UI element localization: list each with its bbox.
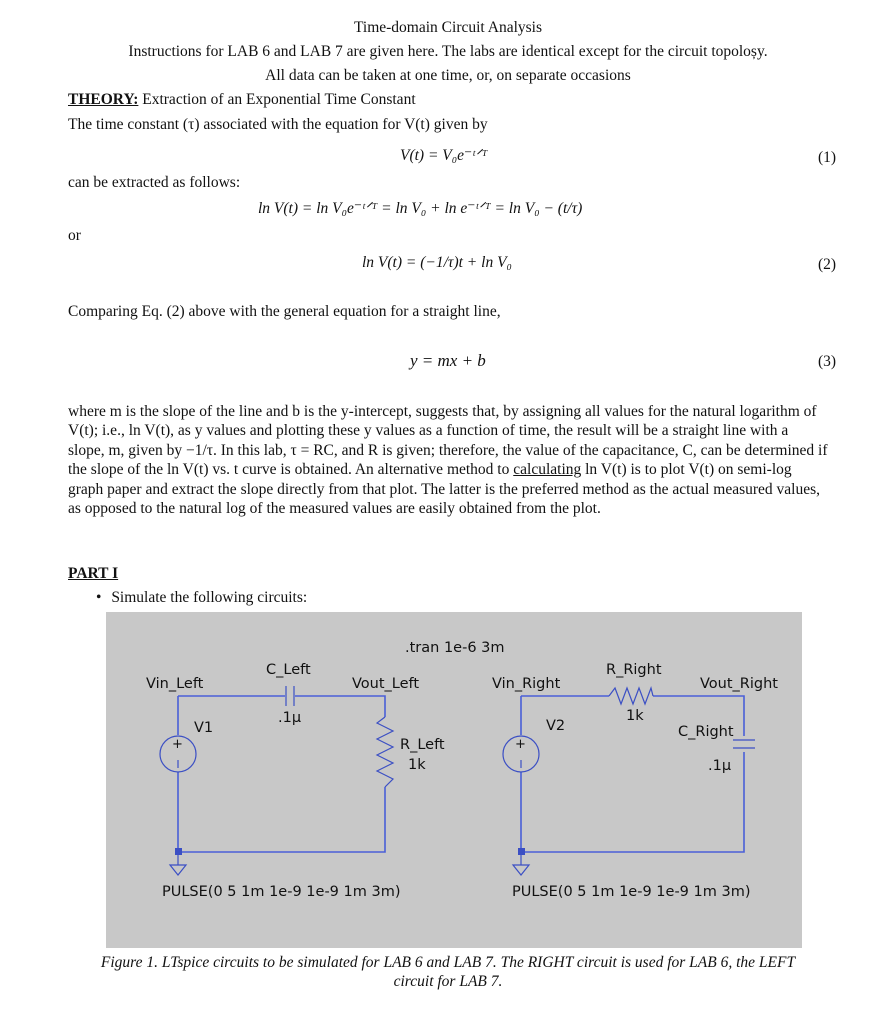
label-v2: V2	[546, 718, 566, 734]
theory-intro: The time constant (τ) associated with the equation for V(t) given by	[68, 116, 488, 133]
label-r-right: R_Right	[606, 662, 662, 678]
equation-1: V(t) = V₀e⁻ᵗᐟᵀ	[400, 147, 488, 164]
v1-plus-sign: +	[172, 737, 183, 752]
ltspice-schematic	[106, 612, 802, 948]
label-c-right: C_Right	[678, 724, 734, 740]
label-r-left-value: 1k	[408, 757, 426, 773]
figure-caption-line-2: circuit for LAB 7.	[393, 973, 503, 990]
bullet-text: Simulate the following circuits:	[111, 589, 308, 606]
label-c-left-value: .1µ	[278, 710, 302, 726]
label-vin-right: Vin_Right	[492, 676, 561, 692]
tran-directive: .tran 1e-6 3m	[405, 640, 505, 656]
data-note-line: All data can be taken at one time, or, on separate occasions	[265, 67, 631, 84]
right-ground-node	[518, 848, 525, 855]
paragraph-part-b: ln V(t) is to plot V(t) on semi-log graph paper and extract the slope directly from that plot. The latter is the preferred method as the actual measured values, as opposed to the natural log of the measured values are easily obtained from the plot.	[68, 461, 821, 518]
theory-heading-row	[68, 91, 416, 109]
paragraph-underlined-word: calculating	[513, 461, 582, 479]
instructions-line: Instructions for LAB 6 and LAB 7 are given here. The labs are identical except for the circuit topoloșy.	[128, 43, 768, 60]
bullet-icon: •	[96, 589, 102, 606]
theory-heading-subtitle: Extraction of an Exponential Time Constant	[142, 91, 416, 108]
equation-3: y = mx + b	[410, 351, 486, 370]
label-vout-right: Vout_Right	[700, 676, 778, 692]
extract-text: can be extracted as follows:	[68, 174, 241, 191]
theory-heading: THEORY:	[68, 91, 139, 108]
label-r-right-value: 1k	[626, 708, 644, 724]
equation-2: ln V(t) = (−1/τ)t + ln V₀	[362, 254, 512, 271]
label-vin-left: Vin_Left	[146, 676, 204, 692]
v2-plus-sign: +	[515, 737, 526, 752]
equation-2-number: (2)	[818, 256, 837, 273]
label-c-left: C_Left	[266, 662, 311, 678]
theory-paragraph	[68, 402, 828, 518]
equation-1-number: (1)	[818, 149, 837, 166]
left-ground-node	[175, 848, 182, 855]
comparing-text: Comparing Eq. (2) above with the general equation for a straight line,	[68, 303, 501, 320]
label-vout-left: Vout_Left	[352, 676, 420, 692]
equation-3-number: (3)	[818, 353, 837, 370]
or-text: or	[68, 227, 81, 244]
paragraph-part-a: where m is the slope of the line and b is the y-intercept, suggests that, by assigning all values for the natural logarithm of V(t); i.e., ln V(t), as y values and plotting these y values as a function of time, the result will be a straight line with a slope, m, given by −1/τ. In this lab, τ = RC, and R is given; therefore, the value of the capacitance, C, can be determined if the slope of the ln V(t) vs. t curve is obtained. An alternative method to	[68, 403, 828, 479]
document-title: Time-domain Circuit Analysis	[353, 19, 542, 36]
part-1-bullet	[96, 589, 307, 607]
label-c-right-value: .1µ	[708, 758, 732, 774]
part-1-heading: PART I	[68, 565, 119, 582]
label-pulse-right: PULSE(0 5 1m 1e-9 1e-9 1m 3m)	[512, 884, 751, 900]
label-v1: V1	[194, 720, 214, 736]
figure-caption-line-1: Figure 1. LTspice circuits to be simulated for LAB 6 and LAB 7. The RIGHT circuit is used for LAB 6, the LEFT	[100, 954, 796, 971]
equation-ln-expansion: ln V(t) = ln V₀e⁻ᵗᐟᵀ = ln V₀ + ln e⁻ᵗᐟᵀ = ln V₀ − (t/τ)	[258, 200, 583, 217]
label-pulse-left: PULSE(0 5 1m 1e-9 1e-9 1m 3m)	[162, 884, 401, 900]
label-r-left: R_Left	[400, 737, 445, 753]
